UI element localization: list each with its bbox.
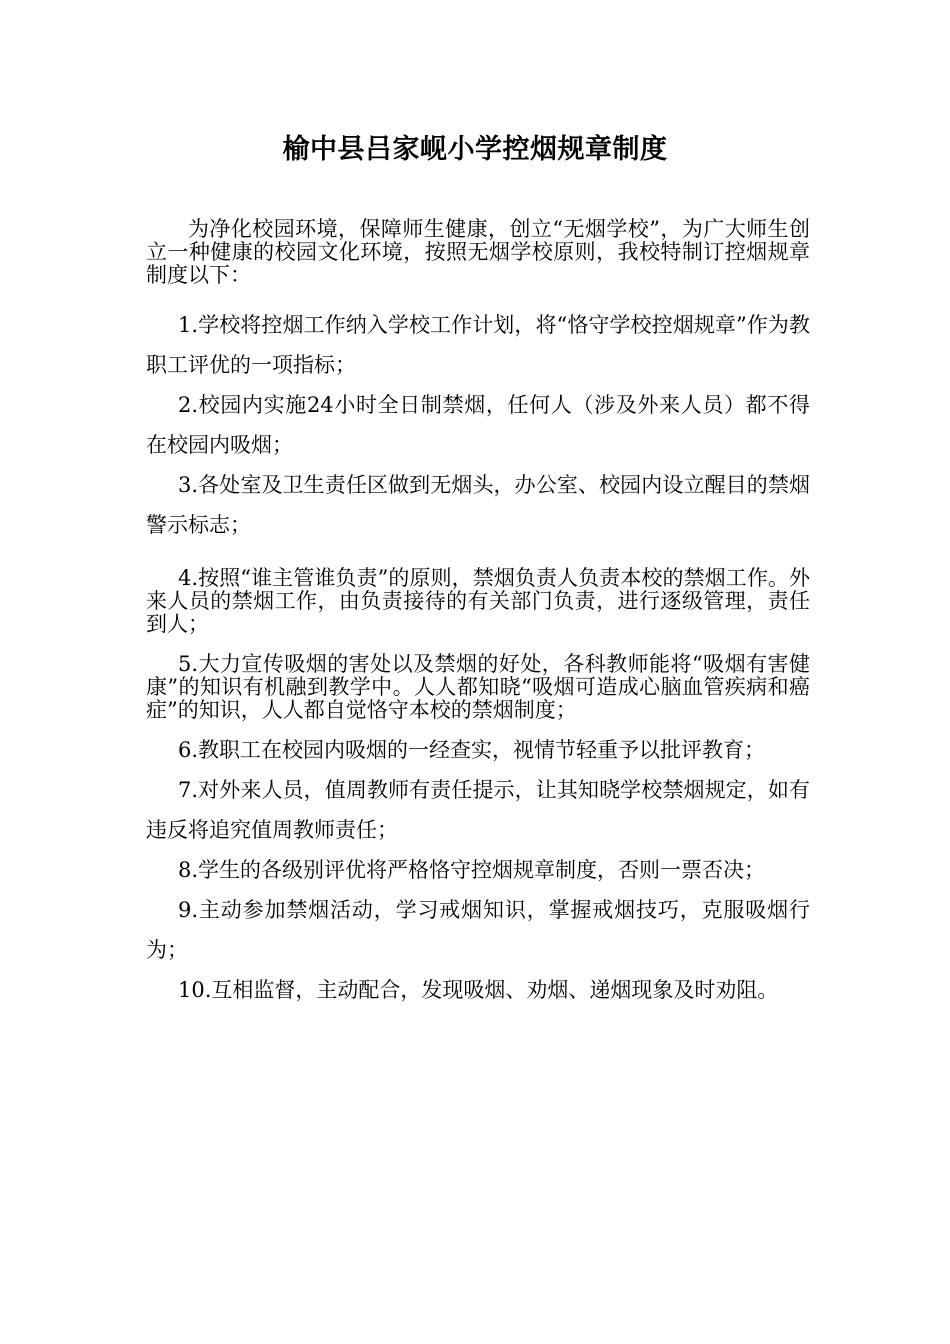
rule-item-1: 1.学校将控烟工作纳入学校工作计划，将“恪守学校控烟规章”作为教职工评优的一项指标； (146, 313, 810, 377)
rule-item-5: 5.大力宣传吸烟的害处以及禁烟的好处，各科教师能将“吸烟有害健康”的知识有机融到教学中。人人都知晓“吸烟可造成心脑血管疾病和癌症”的知识，人人都自觉恪守本校的禁烟制度； (146, 652, 810, 722)
rule-item-7: 7.对外来人员，值周教师有责任提示，让其知晓学校禁烟规定，如有违反将追究值周教师责任； (146, 778, 810, 842)
rule-item-6: 6.教职工在校园内吸烟的一经查实，视情节轻重予以批评教育； (178, 738, 766, 762)
rule-item-8: 8.学生的各级别评优将严格恪守控烟规章制度，否则一票否决； (178, 858, 766, 882)
rule-item-10: 10.互相监督，主动配合，发现吸烟、劝烟、递烟现象及时劝阻。 (178, 978, 779, 1002)
rule-item-3: 3.各处室及卫生责任区做到无烟头，办公室、校园内设立醒目的禁烟警示标志； (146, 473, 810, 537)
document-title: 榆中县吕家岘小学控烟规章制度 (282, 134, 668, 165)
document-body (146, 218, 810, 1010)
rule-item-2: 2.校园内实施24小时全日制禁烟，任何人（涉及外来人员）都不得在校园内吸烟； (146, 393, 810, 457)
intro-paragraph: 为净化校园环境，保障师生健康，创立“无烟学校”，为广大师生创立一种健康的校园文化环境，按照无烟学校原则，我校特制订控烟规章制度以下： (146, 217, 810, 287)
rule-item-9: 9.主动参加禁烟活动，学习戒烟知识，掌握戒烟技巧，克服吸烟行为； (146, 898, 810, 962)
rule-item-4: 4.按照“谁主管谁负责”的原则，禁烟负责人负责本校的禁烟工作。外来人员的禁烟工作，由负责接待的有关部门负责，进行逐级管理，责任到人； (146, 566, 810, 636)
